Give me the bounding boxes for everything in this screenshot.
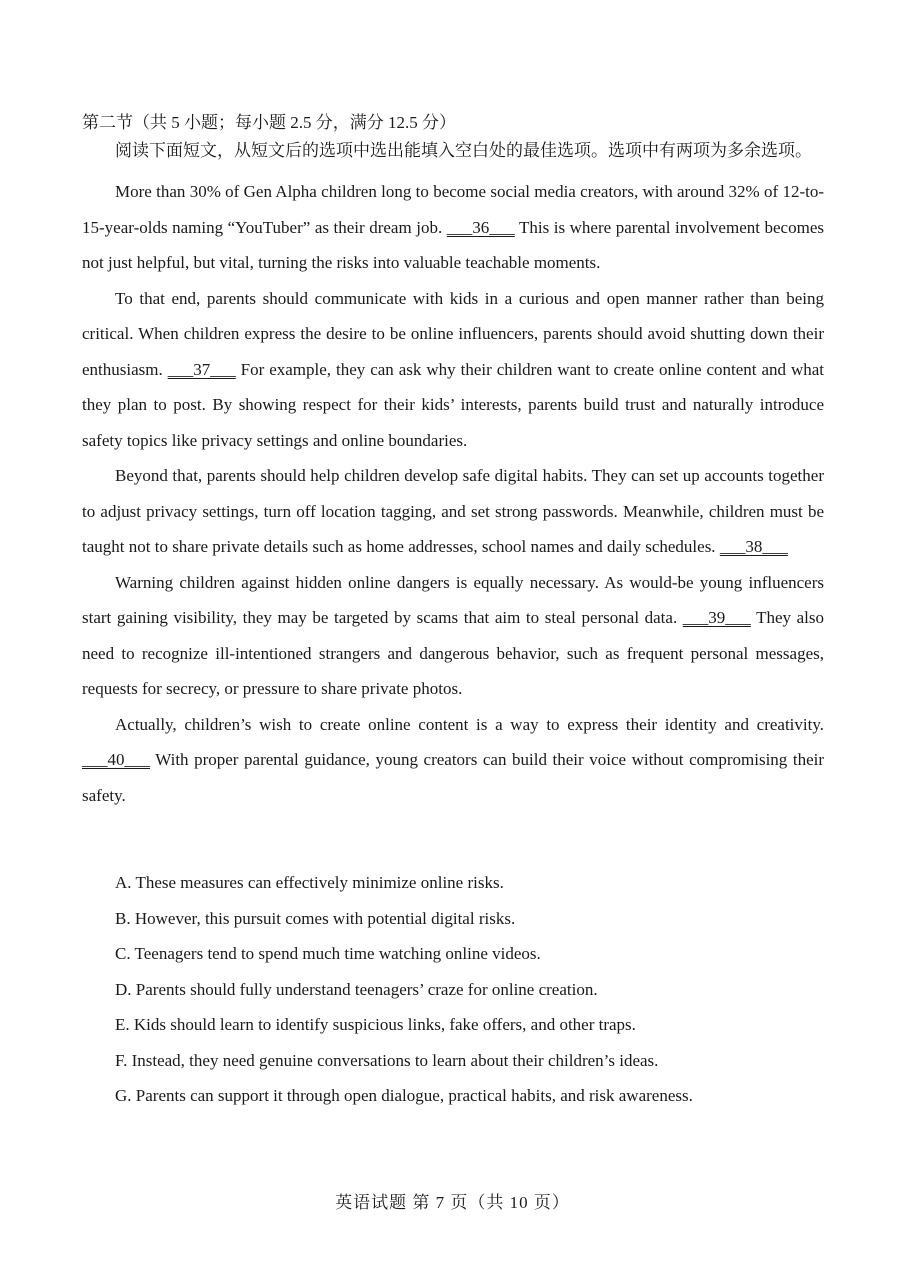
paragraph-text: For example, they can ask why their children want to create online content and what they plan to post. By showing respect for their kids’ interests, parents build trust and naturally introduce safety topics like privacy settings and online boundaries. (82, 359, 824, 450)
paragraph-text: To that end, parents should communicate with kids in a curious and open manner rather than being critical. When children express the desire to be online influencers, parents should avoid shutting down their enthusiasm. (82, 288, 824, 379)
option-a: A. These measures can effectively minimize online risks. (115, 873, 504, 892)
page-footer: 英语试题 第 7 页（共 10 页） (335, 1193, 570, 1212)
blank-38: ___38___ (719, 537, 788, 556)
option-e: E. Kids should learn to identify suspicious links, fake offers, and other traps. (115, 1015, 636, 1034)
option-g: G. Parents can support it through open dialogue, practical habits, and risk awareness. (115, 1086, 693, 1105)
passage-paragraph-5 (82, 707, 824, 814)
passage-paragraph-4 (82, 565, 824, 707)
option-b: B. However, this pursuit comes with potential digital risks. (115, 908, 516, 928)
option-d: D. Parents should fully understand teenagers’ craze for online creation. (115, 979, 598, 999)
paragraph-text: With proper parental guidance, young creators can build their voice without compromising their safety. (82, 750, 824, 805)
passage-paragraph-2 (82, 281, 824, 459)
paragraph-text: More than 30% of Gen Alpha children long to become social media creators, with around 32% of 12-to-15-year-olds naming “YouTuber” as their dream job. (82, 182, 824, 237)
blank-40: ___40___ (82, 750, 150, 769)
section-title: 第二节（共 5 小题；每小题 2.5 分，满分 12.5 分） (82, 113, 456, 132)
blank-37: ___37___ (167, 359, 236, 379)
blank-36: ___36___ (446, 217, 515, 237)
blank-39: ___39___ (682, 608, 751, 627)
paragraph-text: They also need to recognize ill-intentioned strangers and dangerous behavior, such as frequent personal messages, requests for secrecy, or pressure to share private photos. (82, 608, 824, 698)
passage-paragraph-3 (82, 458, 824, 565)
option-c: C. Teenagers tend to spend much time watching online videos. (115, 944, 541, 963)
paragraph-text: Beyond that, parents should help children develop safe digital habits. They can set up accounts together to adjust privacy settings, turn off location tagging, and set strong passwords. Meanwhile, children must be taught not to share private details such as home addresses, school names and daily schedules. (82, 466, 824, 556)
passage-paragraph-1 (82, 174, 824, 281)
paragraph-text: Warning children against hidden online dangers is equally necessary. As would-be young influencers start gaining visibility, they may be targeted by scams that aim to steal personal data. (82, 572, 824, 627)
paragraph-text: Actually, children’s wish to create online content is a way to express their identity and creativity. (115, 714, 824, 734)
paragraph-text: This is where parental involvement becomes not just helpful, but vital, turning the risks into valuable teachable moments. (82, 217, 824, 272)
section-instruction: 阅读下面短文，从短文后的选项中选出能填入空白处的最佳选项。选项中有两项为多余选项。 (115, 141, 812, 160)
option-f: F. Instead, they need genuine conversations to learn about their children’s ideas. (115, 1050, 659, 1070)
answer-options (82, 865, 824, 1114)
exam-page (82, 110, 824, 1114)
